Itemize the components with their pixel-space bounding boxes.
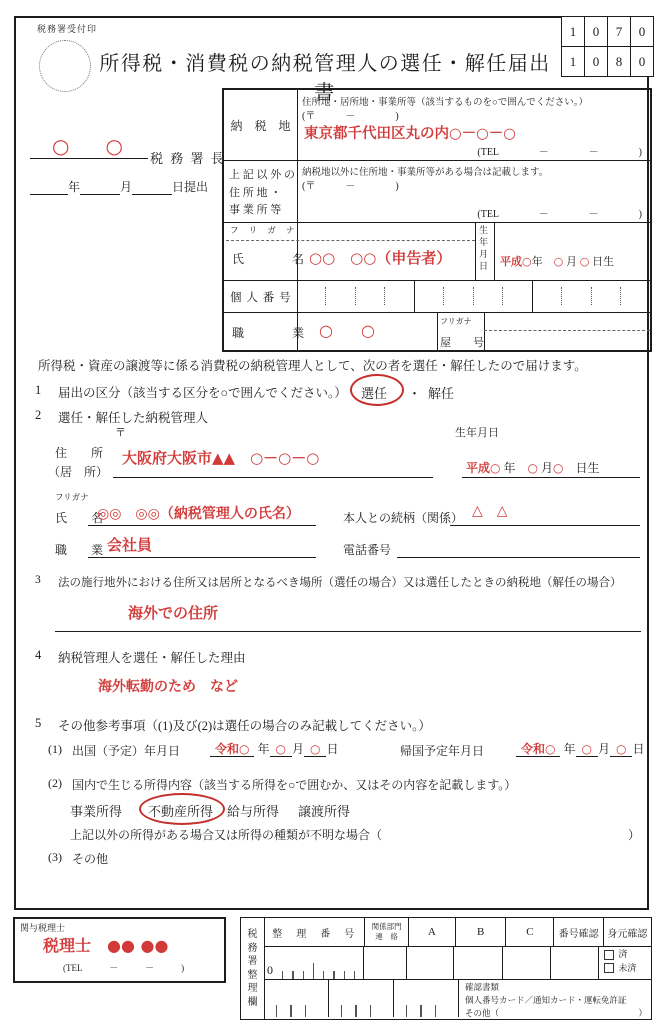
sec1-label: 届出の区分（該当する区分を○で囲んでください。） bbox=[58, 386, 347, 400]
return-date-label: 帰国予定年月日 bbox=[400, 744, 485, 758]
sec5-item1-label: 出国（予定）年月日 bbox=[72, 744, 181, 758]
submit-day-label: 日提出 bbox=[172, 180, 209, 194]
header-kankei-bumon bbox=[365, 918, 408, 946]
other-income-label: 上記以外の所得がある場合又は所得の種類が不明な場合（ bbox=[70, 828, 383, 842]
birth-col-divider bbox=[494, 222, 495, 280]
header-kankei-l2: 連 絡 bbox=[375, 932, 398, 941]
sec5-item3-label: その他 bbox=[72, 852, 109, 866]
tax-office-suffix: 税 務 署 長 bbox=[150, 151, 226, 166]
sec2-birth-line[interactable] bbox=[462, 477, 640, 478]
departure-day-circle[interactable]: ○ bbox=[304, 742, 326, 757]
sec2-birth-mc[interactable]: ○ bbox=[527, 461, 538, 475]
docs-other-open: その他（ bbox=[465, 1007, 500, 1018]
return-month-circle[interactable]: ○ bbox=[576, 742, 598, 757]
yago-furigana-label: フリガナ bbox=[440, 317, 472, 326]
office-box-side-label: 税務署整理欄 bbox=[247, 929, 258, 1008]
sec4-no: 4 bbox=[35, 648, 42, 662]
birth-value[interactable] bbox=[500, 253, 614, 269]
header-a: A bbox=[409, 918, 456, 946]
other-address-note: 納税地以外に住所地・事業所等がある場合は記載します。 bbox=[302, 168, 549, 178]
advisor-tel[interactable]: (TEL － － ) bbox=[63, 963, 185, 973]
sec2-title: 選任・解任した納税管理人 bbox=[58, 411, 209, 425]
option-dismiss[interactable]: 解任 bbox=[428, 386, 455, 401]
furigana-label: フ リ ガ ナ bbox=[230, 225, 299, 235]
sec2-relation-line[interactable] bbox=[450, 525, 640, 526]
advisor-label: 関与税理士 bbox=[20, 923, 66, 933]
header-mimoto-kakunin: 身元確認 bbox=[607, 928, 648, 940]
code-cell: 8 bbox=[607, 46, 631, 77]
sec2-name-line[interactable] bbox=[88, 525, 316, 526]
submit-year-blank[interactable] bbox=[30, 181, 68, 195]
other-address-tel[interactable]: (TEL － － ) bbox=[477, 209, 642, 220]
sec2-birth-value[interactable] bbox=[466, 459, 600, 476]
pn-cell[interactable] bbox=[474, 280, 503, 312]
departure-month-circle[interactable]: ○ bbox=[270, 742, 292, 757]
sec2-occupation-label: 職 業 bbox=[55, 543, 104, 557]
occupation-value[interactable]: ○ ○ bbox=[319, 321, 381, 340]
departure-era[interactable]: 令和○ bbox=[210, 742, 254, 757]
sec3-divider-line bbox=[55, 631, 641, 632]
header-seiri-bango: 整 理 番 号 bbox=[264, 918, 365, 946]
yago-label: 屋 号 bbox=[440, 337, 484, 349]
sec2-relation-label: 本人との続柄（関係） bbox=[343, 511, 464, 525]
code-cell: 0 bbox=[584, 46, 608, 77]
return-d: 日 bbox=[632, 742, 645, 756]
submit-day-blank[interactable] bbox=[132, 181, 172, 195]
birth-m: 月 bbox=[565, 256, 577, 268]
docs-other-row[interactable] bbox=[465, 1007, 647, 1020]
taxpayer-table bbox=[222, 88, 652, 352]
stamp-circle bbox=[39, 40, 91, 92]
tax-office-name-value[interactable]: ○ ○ bbox=[52, 134, 131, 158]
sec2-postal-mark[interactable]: 〒 bbox=[115, 427, 126, 439]
realestate-selection-circle bbox=[139, 793, 225, 825]
pn-cell[interactable] bbox=[533, 280, 562, 312]
header-b: B bbox=[456, 918, 506, 946]
sec3-value[interactable]: 海外での住所 bbox=[128, 604, 219, 622]
return-day-circle[interactable]: ○ bbox=[610, 742, 632, 757]
sec5-item3-no: (3) bbox=[48, 850, 62, 864]
code-cell: 0 bbox=[630, 16, 654, 47]
other-address-postal[interactable]: (〒 － ) bbox=[302, 181, 399, 192]
sec2-name-value[interactable]: ◎◎ ◎◎（納税管理人の氏名） bbox=[97, 506, 300, 522]
checkbox-notdone[interactable] bbox=[604, 963, 614, 973]
stamp-area-label: 税務署受付印 bbox=[37, 24, 98, 34]
sec2-birth-m: 月 bbox=[541, 461, 554, 475]
sec1-no: 1 bbox=[35, 383, 42, 397]
tax-advisor-box bbox=[13, 917, 226, 983]
sec2-phone-line[interactable] bbox=[397, 557, 640, 558]
sec4-value[interactable]: 海外転勤のため など bbox=[98, 679, 238, 695]
departure-date[interactable] bbox=[210, 740, 339, 757]
pn-cell[interactable] bbox=[415, 280, 444, 312]
mimoto-kakunin-cell bbox=[599, 946, 651, 979]
bango-kakunin-cell[interactable] bbox=[551, 946, 600, 979]
sec2-phone-label: 電話番号 bbox=[343, 543, 392, 557]
option-appoint[interactable]: 選任 bbox=[361, 386, 388, 401]
office-processing-box bbox=[240, 917, 652, 1020]
departure-d: 日 bbox=[326, 742, 339, 756]
submit-month-blank[interactable] bbox=[80, 181, 120, 195]
nozeichi-postal[interactable]: (〒 － ) bbox=[302, 111, 399, 122]
nozeichi-tel[interactable]: (TEL － － ) bbox=[477, 147, 642, 158]
sec2-addr-label2: （居 所） bbox=[48, 465, 109, 479]
docs-other-close: ） bbox=[638, 1007, 647, 1018]
sec5-item2-label: 国内で生じる所得内容（該当する所得を○で囲むか、又はその内容を記載します。） bbox=[72, 778, 517, 792]
form-title: 所得税・消費税の納税管理人の選任・解任届出書 bbox=[99, 53, 551, 104]
option-separator: ・ bbox=[408, 386, 422, 401]
other-address-label-l3: 事 業 所 等 bbox=[229, 204, 282, 217]
code-cell: 1 bbox=[561, 46, 585, 77]
income-realestate[interactable]: 不動産所得 bbox=[148, 804, 214, 819]
other-address-label-l2: 住 所 地 ・ bbox=[229, 186, 282, 199]
sec2-addr-value[interactable]: 大阪府大阪市▲▲ ○－○－○ bbox=[122, 449, 320, 467]
header-bango-kakunin: 番号確認 bbox=[554, 918, 603, 946]
name-value[interactable]: ○○ ○○（申告者） bbox=[309, 249, 452, 267]
income-salary[interactable]: 給与所得 bbox=[227, 804, 280, 819]
header-c: C bbox=[506, 918, 554, 946]
sec2-birth-era[interactable]: 平成○ bbox=[466, 461, 501, 475]
sec5-item1-no: (1) bbox=[48, 742, 62, 756]
other-address-label-l1: 上 記 以 外 の bbox=[229, 169, 295, 181]
code-cell: 0 bbox=[630, 46, 654, 77]
advisor-value[interactable]: 税理士 ●● ●● bbox=[43, 936, 169, 955]
pn-cell[interactable] bbox=[356, 280, 385, 312]
departure-y: 年 bbox=[257, 742, 270, 756]
seiri-prefix: 0 bbox=[267, 963, 273, 977]
personal-number-label: 個 人 番 号 bbox=[230, 292, 292, 304]
pn-cell[interactable] bbox=[592, 280, 621, 312]
tax-office-name-line[interactable] bbox=[30, 158, 148, 159]
a-cell[interactable] bbox=[407, 946, 454, 979]
form-code-grid bbox=[562, 17, 654, 77]
office-row2 bbox=[264, 946, 651, 980]
appoint-selection-circle bbox=[350, 374, 404, 406]
return-era[interactable]: 令和○ bbox=[516, 742, 560, 757]
bottom-tick-cell[interactable] bbox=[329, 979, 394, 1017]
sec2-birth-y: 年 bbox=[503, 461, 516, 475]
name-label: 氏 名 bbox=[232, 252, 305, 266]
sec5-label: その他参考事項（(1)及び(2)は選任の場合のみ記載してください。） bbox=[58, 719, 431, 733]
c-cell[interactable] bbox=[503, 946, 551, 979]
submit-month-label: 月 bbox=[120, 180, 133, 194]
yago-furigana-line[interactable] bbox=[484, 330, 650, 331]
pn-cell[interactable] bbox=[444, 280, 473, 312]
return-m: 月 bbox=[597, 742, 610, 756]
yago-col-divider bbox=[484, 312, 485, 350]
furigana-line[interactable] bbox=[226, 240, 475, 241]
check-done-row[interactable] bbox=[604, 948, 651, 962]
code-cell: 1 bbox=[561, 16, 585, 47]
checkbox-done[interactable] bbox=[604, 950, 614, 960]
kankei-cell[interactable] bbox=[364, 946, 407, 979]
nozeichi-label: 納 税 地 bbox=[230, 118, 291, 133]
nozeichi-note: 住所地・居所地・事業所等（該当するものを○で囲んでください。） bbox=[302, 98, 588, 108]
yago-col-divider bbox=[437, 312, 438, 350]
office-box-side-label-col bbox=[241, 918, 265, 1019]
birth-day-circle[interactable]: ○ bbox=[579, 255, 590, 268]
bottom-tick-cell[interactable] bbox=[264, 979, 329, 1017]
check-done-label: 済 bbox=[618, 949, 628, 959]
sec2-birth-header: 生年月日 bbox=[455, 427, 499, 439]
return-y: 年 bbox=[563, 742, 576, 756]
other-address-label bbox=[229, 167, 297, 220]
other-income-close: ） bbox=[628, 828, 641, 842]
docs-cell bbox=[459, 979, 651, 1017]
sec2-birth-dc[interactable]: ○ bbox=[553, 461, 564, 475]
docs-list: 個人番号カード／通知カード・運転免許証 bbox=[465, 994, 627, 1005]
seiri-ticks bbox=[282, 963, 355, 979]
sec5-no: 5 bbox=[35, 716, 42, 730]
pn-cell[interactable] bbox=[503, 280, 533, 312]
submit-date-line bbox=[30, 178, 208, 195]
sec2-relation-value[interactable]: △ △ bbox=[472, 503, 508, 519]
office-header-row bbox=[264, 918, 651, 947]
office-row3 bbox=[264, 979, 651, 1017]
row-divider bbox=[224, 160, 650, 161]
sec2-name-label: 氏 名 bbox=[55, 511, 104, 525]
pn-cell[interactable] bbox=[326, 280, 355, 312]
sec2-occupation-line[interactable] bbox=[88, 557, 316, 558]
sec2-no: 2 bbox=[35, 408, 42, 422]
nozeichi-value[interactable]: 東京都千代田区丸の内○－○－○ bbox=[304, 126, 516, 142]
header-kankei-l1: 関係部門 bbox=[371, 922, 402, 932]
b-cell[interactable] bbox=[454, 946, 504, 979]
sec2-addr-line[interactable] bbox=[113, 477, 433, 478]
birth-era[interactable]: 平成○ bbox=[500, 255, 532, 268]
income-business[interactable]: 事業所得 bbox=[70, 804, 123, 819]
sec3-no: 3 bbox=[35, 574, 41, 586]
sec2-birth-d: 日生 bbox=[575, 461, 600, 475]
pn-cell[interactable] bbox=[562, 280, 591, 312]
seiri-number-cell[interactable] bbox=[264, 946, 364, 979]
declaration-text: 所得税・資産の譲渡等に係る消費税の納税管理人として、次の者を選任・解任したので届けます。 bbox=[38, 359, 587, 373]
sec4-label: 納税管理人を選任・解任した理由 bbox=[58, 651, 246, 665]
sec5-item2-no: (2) bbox=[48, 776, 62, 790]
occupation-label: 職 業 bbox=[232, 326, 305, 340]
sec2-furigana-label: フリガナ bbox=[55, 492, 89, 502]
income-transfer[interactable]: 譲渡所得 bbox=[298, 804, 351, 819]
row-divider bbox=[224, 222, 650, 223]
personal-number-cells[interactable] bbox=[297, 280, 650, 312]
sec2-addr-label1: 住 所 bbox=[55, 446, 104, 460]
bottom-tick-cell[interactable] bbox=[394, 979, 459, 1017]
pn-cell[interactable] bbox=[385, 280, 415, 312]
pn-cell[interactable] bbox=[297, 280, 326, 312]
code-cell: 7 bbox=[607, 16, 631, 47]
pn-cell[interactable] bbox=[621, 280, 650, 312]
birth-y: 年 bbox=[531, 256, 543, 268]
birth-d: 日生 bbox=[592, 256, 615, 268]
birth-label: 生年月日 bbox=[478, 225, 488, 272]
submit-year-label: 年 bbox=[68, 180, 81, 194]
birth-month-circle[interactable]: ○ bbox=[553, 255, 564, 268]
birth-col-divider bbox=[475, 222, 476, 280]
check-notdone-row[interactable] bbox=[604, 962, 651, 976]
departure-m: 月 bbox=[291, 742, 304, 756]
code-cell: 0 bbox=[584, 16, 608, 47]
sec2-occupation-value[interactable]: 会社員 bbox=[107, 536, 153, 554]
check-notdone-label: 未済 bbox=[618, 962, 637, 973]
sec3-label: 法の施行地外における住所又は居所となるべき場所（選任の場合）又は選任したときの納税地（解任の場合） bbox=[58, 577, 622, 589]
return-date[interactable] bbox=[516, 740, 645, 757]
docs-title: 確認書類 bbox=[465, 982, 500, 992]
